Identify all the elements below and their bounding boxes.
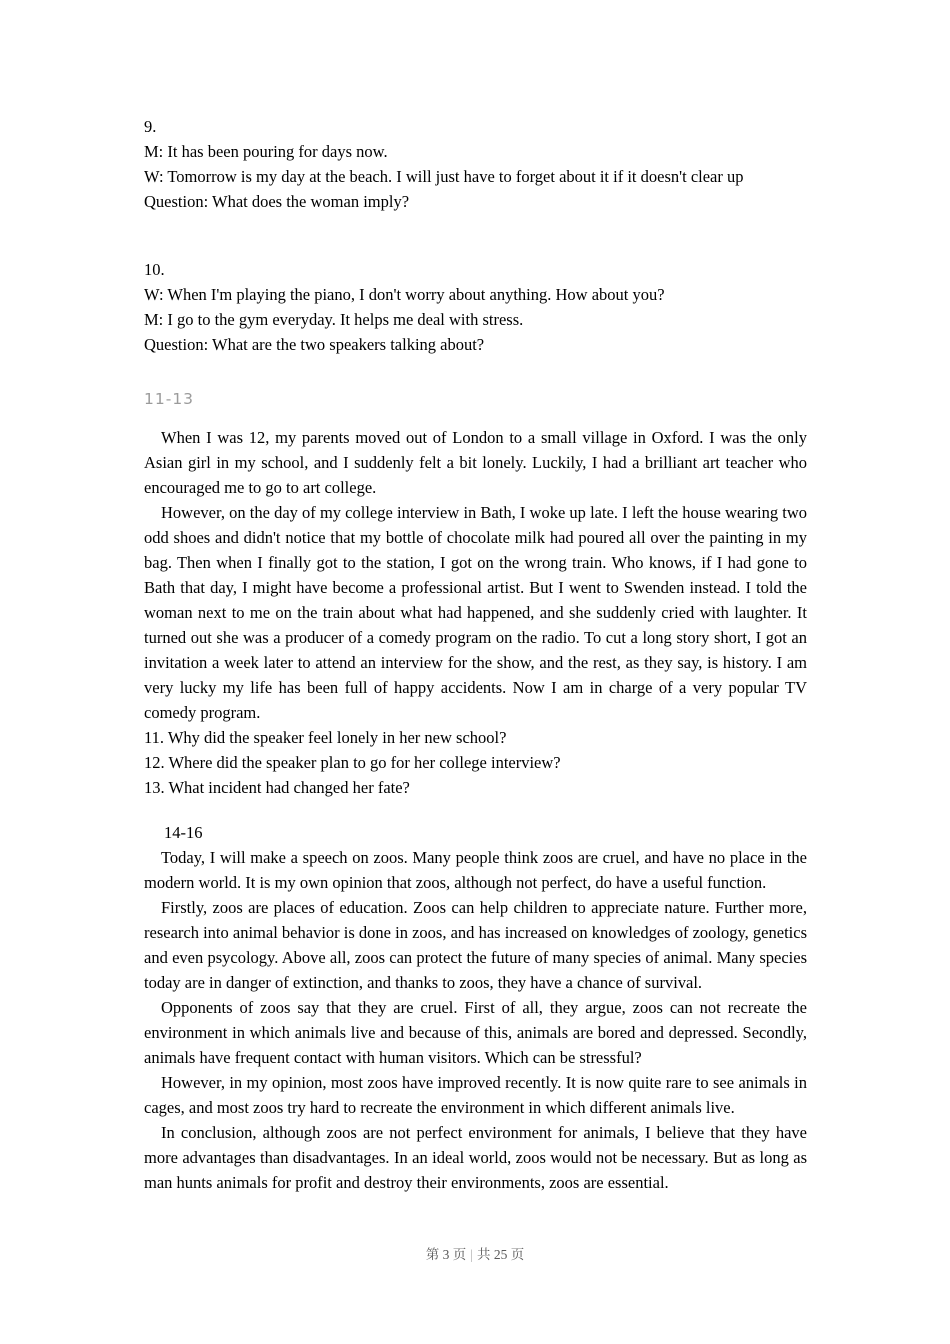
dialogue-10-block xyxy=(144,257,807,357)
dialogue-10-line-w: W: When I'm playing the piano, I don't worry about anything. How about you? xyxy=(144,285,665,304)
section-14-16-paragraph-3: Opponents of zoos say that they are cruel. First of all, they argue, zoos can not recreate the environment in which animals live and because of this, animals are bored and depressed. Secondly, animals have frequent contact with human visitors. Which can be stressful? xyxy=(144,998,807,1067)
dialogue-9-question: Question: What does the woman imply? xyxy=(144,192,410,211)
section-14-16-paragraph-1: Today, I will make a speech on zoos. Many people think zoos are cruel, and have no place in the modern world. It is my own opinion that zoos, although not perfect, do have a useful function. xyxy=(144,848,807,892)
dialogue-9-line-w: W: Tomorrow is my day at the beach. I will just have to forget about it if it doesn't clear up xyxy=(144,167,744,186)
question-12: 12. Where did the speaker plan to go for her college interview? xyxy=(144,753,561,772)
section-14-16-paragraph-5: In conclusion, although zoos are not perfect environment for animals, I believe that they have more advantages than disadvantages. In an ideal world, zoos would not be necessary. But as long as man hunts animals for profit and destroy their environments, zoos are essential. xyxy=(144,1123,807,1192)
dialogue-10-line-m: M: I go to the gym everyday. It helps me deal with stress. xyxy=(144,310,524,329)
section-14-16 xyxy=(144,820,807,1195)
section-11-13-questions xyxy=(144,725,807,800)
section-14-16-paragraph-2: Firstly, zoos are places of education. Zoos can help children to appreciate nature. Further more, research into animal behavior is done in zoos, and has increased on knowledges of zoology, genetics and even psycology. Above all, zoos can protect the future of many species of animal. Many species today are in danger of extinction, and thanks to zoos, they have a chance of survival. xyxy=(144,898,807,992)
question-13: 13. What incident had changed her fate? xyxy=(144,778,410,797)
section-14-16-paragraph-4: However, in my opinion, most zoos have improved recently. It is now quite rare to see animals in cages, and most zoos try hard to recreate the environment in which different animals live. xyxy=(144,1073,807,1117)
question-11: 11. Why did the speaker feel lonely in her new school? xyxy=(144,728,507,747)
section-11-13 xyxy=(144,387,807,800)
footer-total-pages: 共 25 页 xyxy=(476,1247,525,1262)
footer-separator: | xyxy=(470,1247,473,1262)
section-11-13-paragraph-2: However, on the day of my college interview in Bath, I woke up late. I left the house wearing two odd shoes and didn't notice that my bottle of chocolate milk had poured all over the painting in my bag. Then when I finally got to the station, I got on the wrong train. Who knows, if I had gone to Bath that day, I might have become a professional artist. But I went to Swenden instead. I told the woman next to me on the train about what had happened, and she suddenly cried with laughter. It turned out she was a producer of a comedy program on the radio. To cut a long story short, I got an invitation a week later to attend an interview for the show, and the rest, as they say, is history. I am very lucky my life has been full of happy accidents. Now I am in charge of a very popular TV comedy program. xyxy=(144,503,807,722)
dialogue-9-block xyxy=(144,114,807,214)
section-11-13-heading: 11-13 xyxy=(144,390,195,408)
footer-page-number: 第 3 页 xyxy=(425,1247,467,1262)
dialogue-10-number: 10. xyxy=(144,260,165,279)
page-content xyxy=(144,114,807,1195)
section-11-13-paragraph-1: When I was 12, my parents moved out of London to a small village in Oxford. I was the only Asian girl in my school, and I suddenly felt a bit lonely. Luckily, I had a brilliant art teacher who encouraged me to go to art college. xyxy=(144,428,807,497)
page-footer xyxy=(0,1245,950,1265)
dialogue-9-number: 9. xyxy=(144,117,157,136)
dialogue-9-line-m: M: It has been pouring for days now. xyxy=(144,142,388,161)
section-14-16-heading: 14-16 xyxy=(164,823,203,842)
dialogue-10-question: Question: What are the two speakers talking about? xyxy=(144,335,485,354)
